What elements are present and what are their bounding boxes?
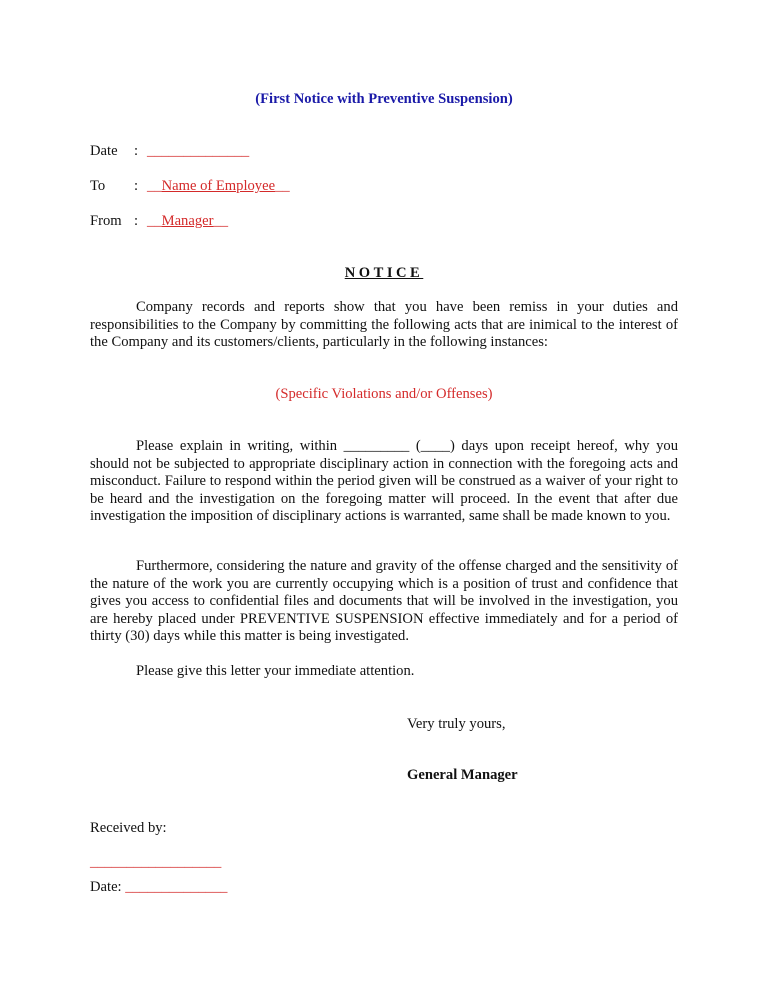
received-date-line: ______________: [125, 879, 228, 895]
signatory: General Manager: [407, 767, 518, 783]
received-date-label: Date:: [90, 879, 122, 895]
date-field: [90, 143, 249, 160]
to-value: Name of Employee: [161, 178, 276, 194]
blank-prefix: __: [147, 178, 162, 194]
paragraph-explain: Please explain in writing, within _________ (____) days upon receipt hereof, why you should not be subjected to appropriate disciplinary action in connection with the foregoing acts and misconduct. Failure to respond within the period given will be construed as a waiver of your right to be heard and the investigation on the foregoing matter will proceed. In the event that after due investigation the imposition of disciplinary actions is warranted, same shall be made known to you.: [90, 438, 678, 525]
from-field: [90, 213, 228, 230]
date-label: Date: [90, 143, 118, 159]
notice-heading: NOTICE: [344, 265, 424, 281]
paragraph-suspension: Furthermore, considering the nature and gravity of the offense charged and the sensitivity of the nature of the work you are currently occupying which is a position of trust and confidence that gives you access to confidential files and documents that will be involved in the investigation, you are hereby placed under PREVENTIVE SUSPENSION effective immediately and for a period of thirty (30) days while this matter is being investigated.: [90, 558, 678, 645]
date-blank: ______________: [147, 143, 250, 159]
received-date: [90, 879, 227, 896]
paragraph-records: Company records and reports show that you have been remiss in your duties and responsibilities to the Company by committing the following acts that are inimical to the interest of the Company and its customers/clients, particularly in the following instances:: [90, 299, 678, 351]
to-field: [90, 178, 290, 195]
blank-suffix: __: [213, 213, 229, 229]
colon: :: [134, 178, 139, 194]
closing: Very truly yours,: [407, 716, 506, 732]
violations-placeholder: (Specific Violations and/or Offenses): [275, 386, 493, 402]
from-value: Manager: [161, 213, 214, 229]
from-label: From: [90, 213, 122, 229]
colon: :: [134, 213, 139, 229]
blank-suffix: __: [275, 178, 290, 194]
paragraph-attention: Please give this letter your immediate attention.: [136, 663, 415, 679]
document-title: (First Notice with Preventive Suspension): [255, 91, 513, 107]
received-by-line: __________________: [90, 854, 222, 870]
blank-prefix: __: [147, 213, 162, 229]
to-label: To: [90, 178, 106, 194]
colon: :: [134, 143, 139, 159]
received-by-label: Received by:: [90, 820, 167, 836]
